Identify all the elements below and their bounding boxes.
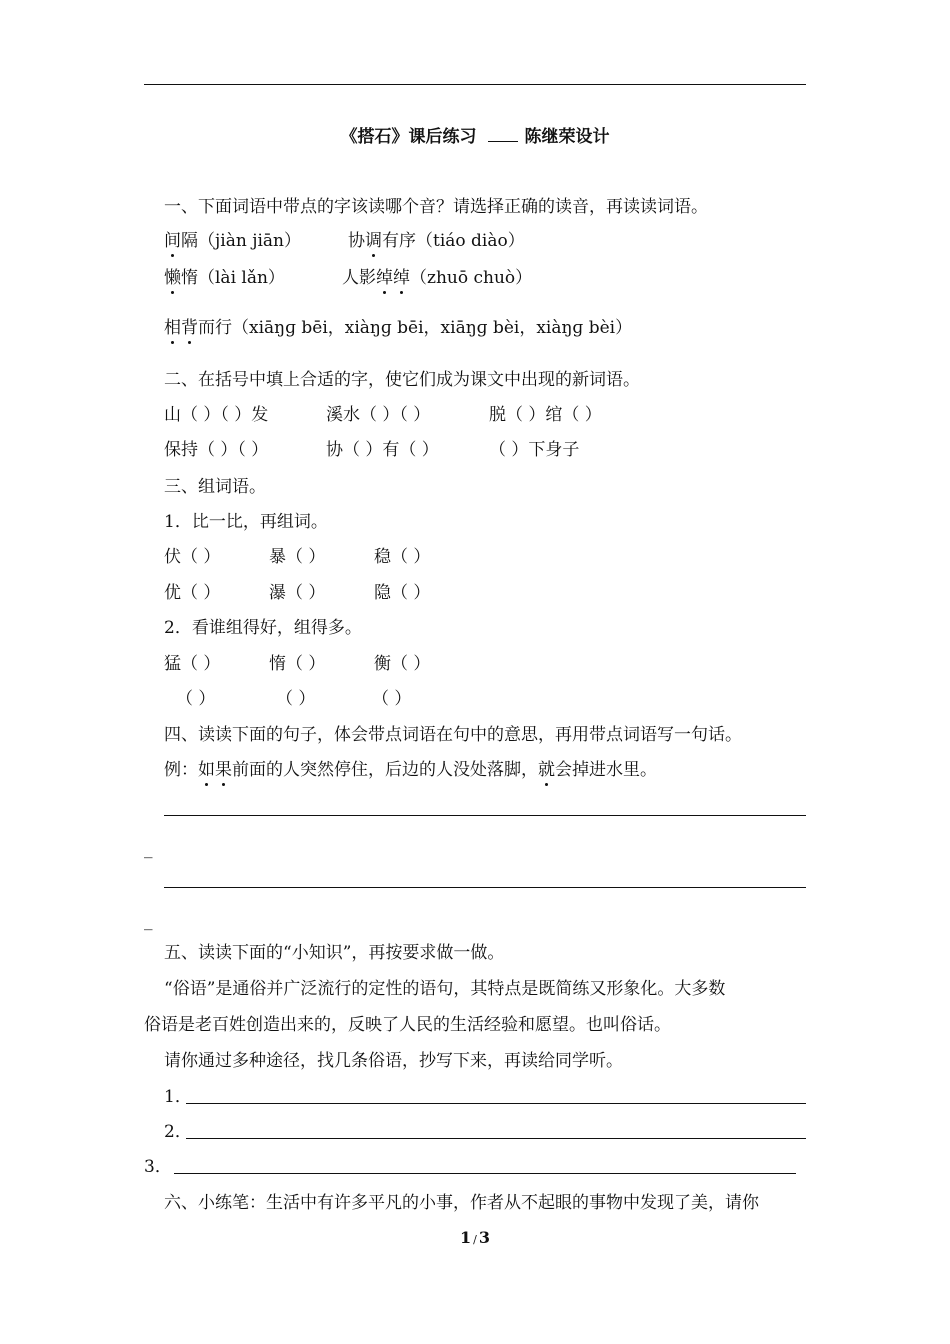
q1-word-jiange: 间隔（jiàn jiān）	[164, 231, 301, 251]
q3-item: 惰（ ）	[269, 654, 326, 674]
title-blank	[488, 127, 518, 142]
q3-heading: 三、组词语。	[164, 477, 266, 497]
q3-item: 猛（ ）	[164, 654, 221, 674]
q2-item: 脱（ ）绾（ ）	[489, 405, 602, 425]
q3-item: 伏（ ）	[164, 547, 221, 567]
q3-item: （ ）	[276, 689, 316, 709]
q3-item: （ ）	[372, 689, 412, 709]
q1-word-xietiao: 协调有序（tiáo diào）	[348, 231, 525, 251]
q5-para-line1: “俗语”是通俗并广泛流行的定性的语句，其特点是既简练又形象化。大多数	[164, 979, 726, 999]
q1-word-landuo: 懒惰（lài lǎn）	[164, 268, 285, 288]
q2-item: 保持（ ）（ ）	[164, 440, 269, 460]
answer-line[interactable]	[164, 815, 806, 816]
page-number: 1 / 3	[460, 1228, 490, 1247]
answer-line[interactable]	[186, 1103, 806, 1104]
q3-item: 稳（ ）	[374, 547, 431, 567]
q1-heading: 一、下面词语中带点的字该读哪个音？请选择正确的读音，再读读词语。	[164, 197, 708, 217]
q2-item: 协（ ）有（ ）	[326, 440, 439, 460]
q3-sub1: 1．比一比，再组词。	[164, 512, 328, 532]
q2-item: 山（ ）（ ）发	[164, 405, 269, 425]
answer-line[interactable]	[186, 1138, 806, 1139]
q3-item: 暴（ ）	[269, 547, 326, 567]
q3-item: 隐（ ）	[374, 583, 431, 603]
q5-number-3: 3．	[144, 1157, 172, 1177]
q5-instruction: 请你通过多种途径，找几条俗语，抄写下来，再读给同学听。	[164, 1051, 623, 1071]
q1-word-chuochuo: 人影绰绰（zhuō chuò）	[342, 268, 533, 288]
header-rule	[144, 84, 806, 85]
q3-item: 瀑（ ）	[269, 583, 326, 603]
q3-item: （ ）	[176, 689, 216, 709]
q5-heading: 五、读读下面的“小知识”，再按要求做一做。	[164, 943, 505, 963]
q2-heading: 二、在括号中填上合适的字，使它们成为课文中出现的新词语。	[164, 370, 640, 390]
q6-heading: 六、小练笔：生活中有许多平凡的小事，作者从不起眼的事物中发现了美，请你	[164, 1193, 759, 1213]
q4-example: 例：如果前面的人突然停住，后边的人没处落脚，就会掉进水里。	[164, 760, 657, 780]
q2-item: 溪水（ ）（ ）	[326, 405, 431, 425]
answer-line[interactable]	[164, 887, 806, 888]
q5-para-line2: 俗语是老百姓创造出来的，反映了人民的生活经验和愿望。也叫俗话。	[144, 1015, 671, 1035]
q5-number-2: 2．	[164, 1122, 192, 1142]
dash-mark: _	[144, 911, 153, 931]
answer-line[interactable]	[174, 1173, 796, 1174]
dash-mark: _	[144, 839, 153, 859]
q3-sub2: 2．看谁组得好，组得多。	[164, 618, 362, 638]
q3-item: 衡（ ）	[374, 654, 431, 674]
page-title: 《搭石》课后练习 陈继荣设计	[340, 127, 610, 147]
q1-word-xiangbei: 相背而行（xiāŋɡ bēi，xiàŋɡ bēi，xiāŋɡ bèi，xiàŋɡ bèi）	[164, 318, 633, 338]
q2-item: （ ）下身子	[489, 440, 580, 460]
q4-heading: 四、读读下面的句子，体会带点词语在句中的意思，再用带点词语写一句话。	[164, 725, 742, 745]
q5-number-1: 1．	[164, 1087, 192, 1107]
q3-item: 优（ ）	[164, 583, 221, 603]
